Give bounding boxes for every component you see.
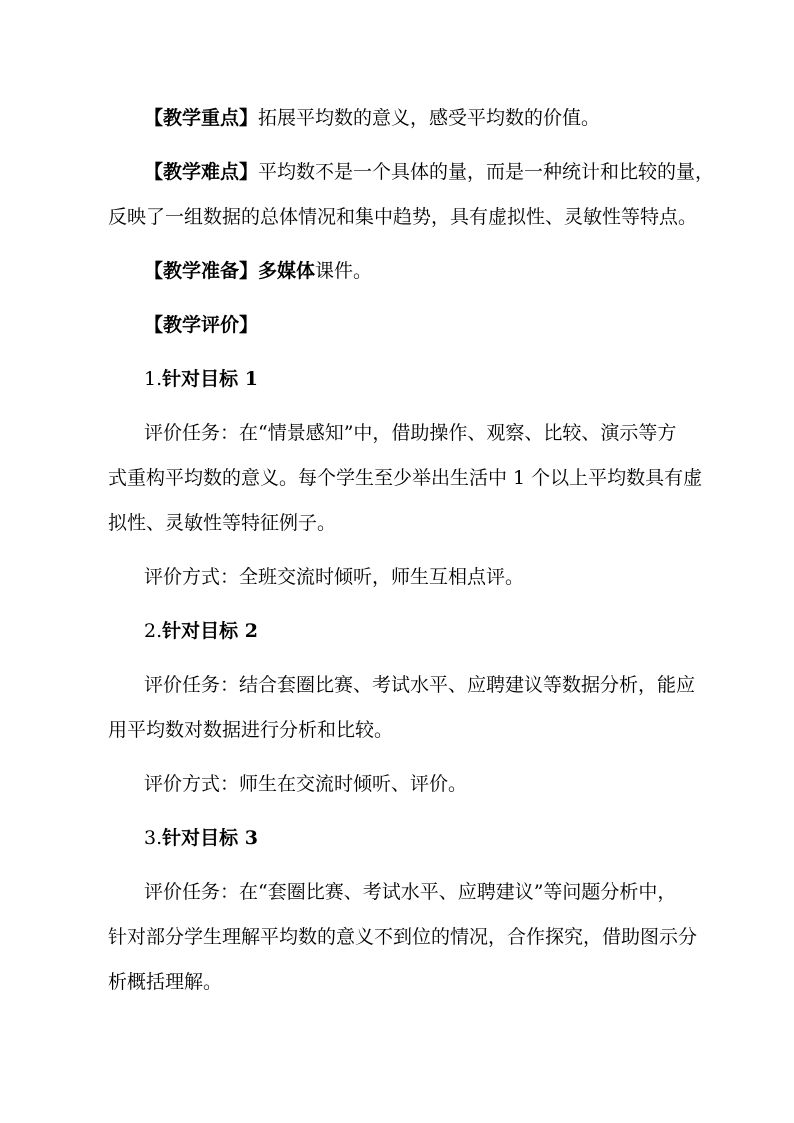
- target-1-heading: [144, 367, 258, 391]
- preparation-label: 【教学准备】: [144, 260, 259, 282]
- target-1-method: 评价方式：全班交流时倾听，师生互相点评。: [144, 566, 525, 588]
- target-2-task-line: 评价任务：结合套圈比赛、考试水平、应聘建议等数据分析，能应: [144, 674, 696, 696]
- preparation-paragraph: [144, 259, 372, 283]
- target-3-title: 针对目标 3: [162, 827, 258, 849]
- target-3-heading: [144, 826, 258, 850]
- target-1-task-line: 拟性、灵敏性等特征例子。: [108, 512, 337, 534]
- evaluation-heading: 【教学评价】: [144, 314, 259, 336]
- target-2-heading: [144, 619, 258, 643]
- target-2-title: 针对目标 2: [162, 620, 258, 642]
- difficulties-text-line1: 平均数不是一个具体的量，而是一种统计和比较的量，: [258, 161, 715, 183]
- target-1-task-line: 式重构平均数的意义。每个学生至少举出生活中 1 个以上平均数具有虚: [108, 467, 703, 489]
- target-3-task-line: 针对部分学生理解平均数的意义不到位的情况，合作探究，借助图示分: [108, 926, 698, 948]
- target-3-task-line: 析概括理解。: [108, 971, 223, 993]
- target-1-number: 1.: [144, 368, 163, 390]
- difficulties-paragraph: [144, 160, 714, 184]
- difficulties-text-line2: 反映了一组数据的总体情况和集中趋势，具有虚拟性、灵敏性等特点。: [108, 206, 698, 228]
- target-3-number: 3.: [144, 827, 163, 849]
- key-points-label: 【教学重点】: [144, 107, 259, 129]
- preparation-text: 课件。: [315, 260, 373, 282]
- preparation-text-bold: 多媒体: [258, 260, 316, 282]
- target-1-title: 针对目标 1: [162, 368, 258, 390]
- difficulties-label: 【教学难点】: [144, 161, 259, 183]
- key-points-paragraph: [144, 106, 600, 130]
- target-3-task-line: 评价任务：在“套圈比赛、考试水平、应聘建议”等问题分析中，: [144, 881, 677, 903]
- target-1-task-line: 评价任务：在“情景感知”中，借助操作、观察、比较、演示等方: [144, 422, 677, 444]
- target-2-task-line: 用平均数对数据进行分析和比较。: [108, 719, 394, 741]
- target-2-method: 评价方式：师生在交流时倾听、评价。: [144, 773, 468, 795]
- key-points-text: 拓展平均数的意义，感受平均数的价值。: [258, 107, 601, 129]
- target-2-number: 2.: [144, 620, 163, 642]
